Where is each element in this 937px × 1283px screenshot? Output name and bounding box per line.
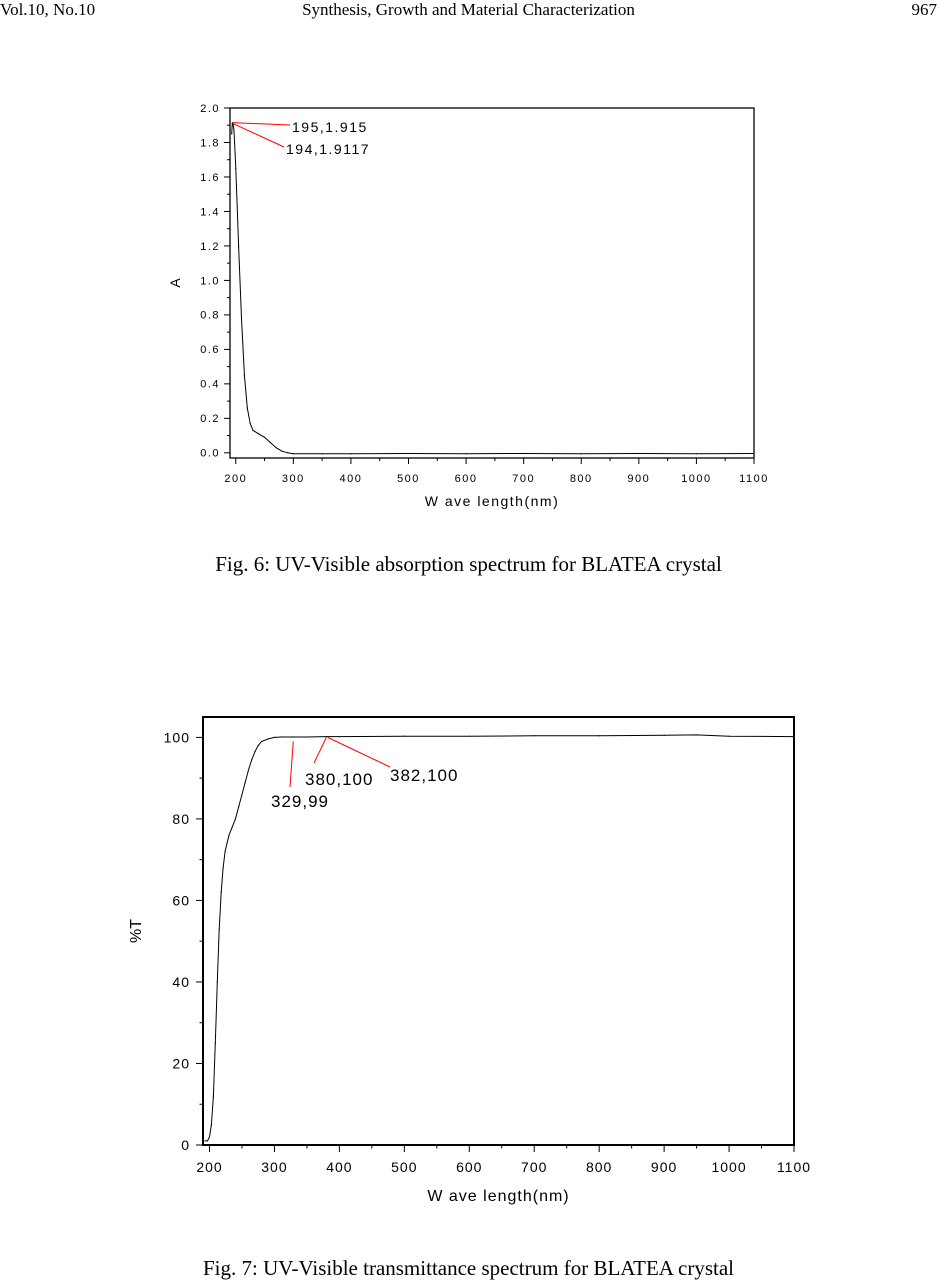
x-tick-label: 1100	[739, 473, 769, 485]
annotation-label: 329,99	[271, 792, 329, 811]
x-tick-label: 900	[650, 1159, 678, 1175]
x-axis-label: W ave length(nm)	[427, 1188, 570, 1205]
data-point	[274, 737, 275, 738]
data-point	[326, 736, 327, 737]
data-point	[264, 437, 265, 438]
annotation-label: 380,100	[305, 770, 374, 789]
data-point	[581, 453, 582, 454]
data-point	[261, 741, 262, 742]
x-tick-label: 400	[339, 473, 363, 485]
data-point	[469, 736, 470, 737]
data-point	[534, 735, 535, 736]
x-tick-label: 700	[512, 473, 536, 485]
data-point	[322, 453, 323, 454]
data-point	[224, 851, 225, 852]
x-tick-label: 400	[326, 1159, 353, 1175]
x-axis-label: W ave length(nm)	[424, 493, 560, 509]
data-point	[238, 806, 239, 807]
annotation-leader	[290, 741, 293, 787]
page-number: 967	[911, 0, 937, 19]
x-tick-label: 900	[627, 473, 651, 485]
x-tick-label: 800	[569, 473, 593, 485]
data-point	[293, 736, 294, 737]
data-point	[339, 736, 340, 737]
x-tick-label: 200	[196, 1159, 223, 1175]
data-point	[258, 433, 259, 434]
x-tick-label: 1000	[681, 473, 712, 485]
annotation-leader	[314, 737, 326, 763]
journal-volume: Vol.10, No.10	[0, 0, 96, 19]
data-point	[280, 736, 281, 737]
annotation-leader	[233, 123, 290, 125]
data-point	[599, 735, 600, 736]
data-point	[241, 318, 242, 319]
data-point	[228, 835, 229, 836]
y-tick-label: 0.8	[200, 309, 220, 322]
annotation-leader	[232, 123, 284, 147]
absorption-chart	[0, 90, 937, 610]
y-tick-label: 2.0	[200, 102, 220, 115]
transmittance-chart	[0, 705, 937, 1235]
spectrum-line	[232, 123, 754, 454]
data-point	[275, 447, 276, 448]
data-point	[250, 423, 251, 424]
data-point	[233, 130, 234, 131]
figure-6-caption: Fig. 6: UV-Visible absorption spectrum for BLATEA crystal	[215, 552, 722, 576]
data-point	[728, 736, 729, 737]
annotation-leader	[328, 737, 390, 767]
data-point	[251, 759, 252, 760]
plot-frame	[230, 108, 754, 458]
data-point	[293, 453, 294, 454]
data-point	[696, 453, 697, 454]
annotation-label: 195,1.915	[292, 119, 368, 135]
x-tick-label: 600	[456, 1159, 483, 1175]
data-point	[753, 453, 754, 454]
x-tick-label: 1100	[776, 1159, 812, 1175]
data-point	[248, 769, 249, 770]
data-point	[223, 867, 224, 868]
data-point	[287, 452, 288, 453]
y-tick-label: 60	[172, 892, 190, 909]
data-point	[207, 1140, 208, 1141]
data-point	[232, 826, 233, 827]
y-tick-label: 100	[163, 729, 190, 746]
data-point	[254, 751, 255, 752]
data-point	[213, 1095, 214, 1096]
data-point	[245, 782, 246, 783]
x-tick-label: 800	[585, 1159, 613, 1175]
x-tick-label: 700	[521, 1159, 548, 1175]
annotation-label: 194,1.9117	[286, 141, 371, 157]
y-tick-label: 0.6	[200, 344, 220, 357]
data-point	[465, 453, 466, 454]
data-point	[306, 736, 307, 737]
y-tick-label: 40	[172, 973, 190, 990]
y-tick-label: 1.2	[200, 240, 220, 253]
y-tick-label: 1.0	[200, 275, 220, 288]
data-point	[281, 451, 282, 452]
y-tick-label: 0.0	[200, 447, 220, 460]
y-axis-label: A	[167, 278, 183, 288]
data-point	[247, 407, 248, 408]
data-point	[696, 734, 697, 735]
x-tick-label: 300	[281, 473, 305, 485]
x-tick-label: 200	[224, 473, 248, 485]
data-point	[211, 1124, 212, 1125]
y-tick-label: 80	[172, 810, 190, 827]
data-point	[204, 1140, 205, 1141]
x-tick-label: 500	[391, 1159, 418, 1175]
x-tick-label: 1000	[711, 1159, 747, 1175]
plot-frame	[203, 717, 794, 1145]
data-point	[231, 133, 232, 134]
data-point	[235, 168, 236, 169]
data-point	[350, 453, 351, 454]
y-tick-label: 1.8	[200, 137, 220, 150]
running-title: Synthesis, Growth and Material Characterization	[302, 0, 635, 19]
y-tick-label: 1.4	[200, 206, 220, 219]
figure-7-caption: Fig. 7: UV-Visible transmittance spectrum for BLATEA crystal	[202, 1256, 735, 1280]
data-point	[523, 453, 524, 454]
data-point	[209, 1136, 210, 1137]
data-point	[793, 736, 794, 737]
data-point	[638, 453, 639, 454]
data-point	[226, 843, 227, 844]
x-tick-label: 500	[397, 473, 420, 485]
data-point	[235, 818, 236, 819]
y-tick-label: 1.6	[200, 171, 220, 184]
data-point	[241, 794, 242, 795]
data-point	[258, 745, 259, 746]
running-header	[0, 0, 937, 22]
data-point	[238, 245, 239, 246]
data-point	[217, 981, 218, 982]
x-tick-label: 600	[454, 473, 478, 485]
data-point	[215, 1042, 216, 1043]
y-tick-label: 20	[172, 1055, 190, 1072]
data-point	[270, 442, 271, 443]
y-tick-label: 0	[181, 1136, 190, 1153]
y-tick-label: 0.2	[200, 413, 220, 426]
data-point	[219, 928, 220, 929]
data-point	[267, 738, 268, 739]
data-point	[221, 892, 222, 893]
data-point	[244, 375, 245, 376]
y-tick-label: 0.4	[200, 378, 220, 391]
data-point	[664, 735, 665, 736]
annotation-label: 382,100	[390, 766, 459, 785]
data-point	[404, 736, 405, 737]
data-point	[252, 430, 253, 431]
y-axis-label: %T	[128, 919, 145, 943]
x-tick-label: 300	[261, 1159, 288, 1175]
data-point	[408, 453, 409, 454]
